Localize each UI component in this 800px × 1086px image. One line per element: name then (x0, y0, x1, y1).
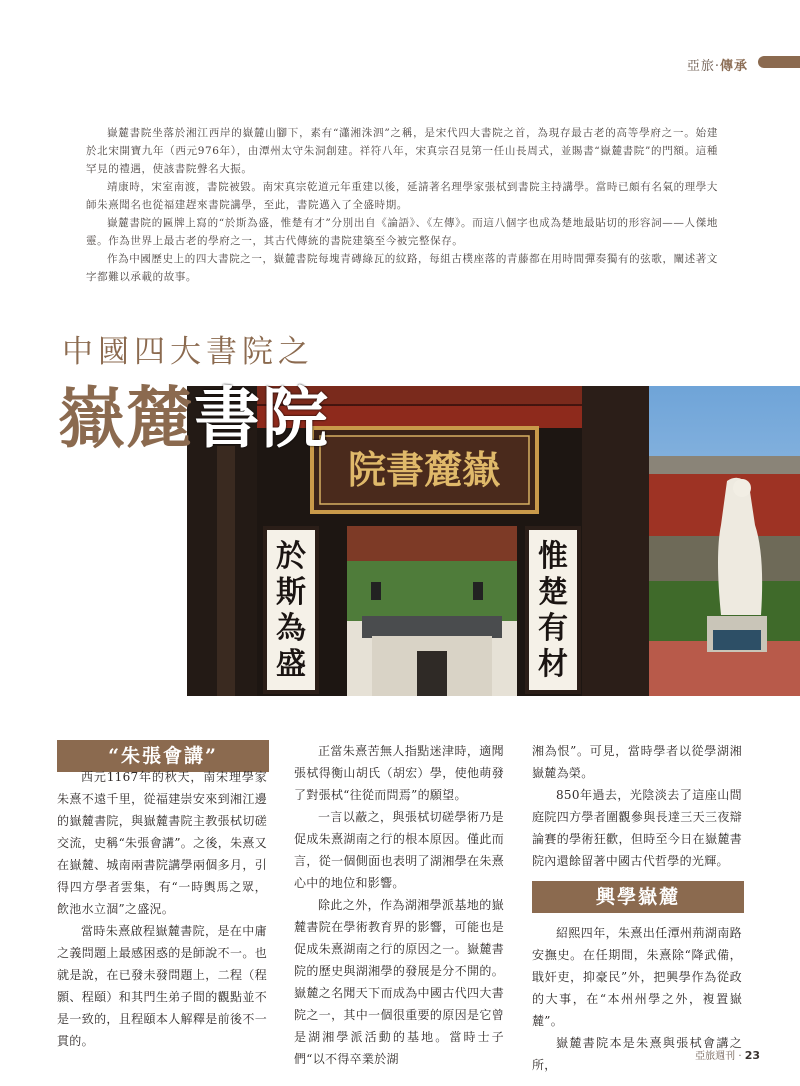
section-heading-xingxue: 興學嶽麓 (532, 881, 744, 913)
header-accent-bar (758, 56, 800, 68)
body-paragraph: 湘為恨”。可見，當時學者以從學湖湘嶽麓為榮。 (532, 744, 742, 780)
couplet-right-char: 楚 (538, 575, 568, 610)
couplet-left-char: 於 (276, 539, 306, 574)
intro-paragraph: 嶽麓書院坐落於湘江西岸的嶽麓山腳下，素有“瀟湘洙泗”之稱，是宋代四大書院之首，為現存最古老的高等學府之一。始建於北宋開寶九年（西元976年），由潭州太守朱洞創建。祥符八年，宋真宗召見第一任山長周式，並賜書“嶽麓書院”的門額。這種罕見的禮遇，使該書院聲名大振。 (86, 127, 718, 175)
section-subname: 傳承 (719, 59, 748, 74)
page-number: 23 (744, 1049, 760, 1062)
section-name: 亞旅 (686, 59, 715, 74)
couplet-right-char: 有 (538, 611, 568, 646)
column-2 (294, 740, 504, 1070)
page-footer (695, 1047, 760, 1062)
body-paragraph: 850年過去，光陰淡去了這座山間庭院四方學者圍觀參與長達三天三夜辯論賽的學術狂歡，但時至今日在嶽麓書院內還餘留著中國古代哲學的光輝。 (532, 788, 742, 868)
body-paragraph: 除此之外，作為湖湘學派基地的嶽麓書院在學術教育界的影響，可能也是促成朱熹湖南之行的原因之一。嶽麓書院的歷史與湖湘學的發展是分不開的。嶽麓之名聞天下而成為中國古代四大書院之一，其中一個很重要的原因是它曾是湖湘學派活動的基地。當時士子們“以不得卒業於湖 (294, 898, 504, 1066)
title-part-2: 書院 (194, 379, 330, 457)
section-header-label (687, 55, 748, 74)
plaque-text: 院書麓嶽 (347, 447, 501, 492)
intro-paragraph: 作為中國歷史上的四大書院之一，嶽麓書院每塊青磚綠瓦的紋路，每組古樸座落的青藤都在用時間彈奏獨有的弦歌，闡述著文字都難以承載的故事。 (86, 253, 718, 283)
intro-text (86, 124, 718, 286)
body-paragraph: 一言以蔽之，與張栻切磋學術乃是促成朱熹湖南之行的根本原因。僅此而言，從一個側面也表明了湖湘學在朱熹心中的地位和影響。 (294, 810, 504, 890)
column-1 (57, 766, 267, 1052)
body-paragraph: 當時朱熹啟程嶽麓書院，是在中庸之義問題上最感困惑的是師說不一。也就是說，在已發未發問題上，二程（程顥、程頤）和其門生弟子間的觀點並不是一致的，且程頤本人解釋是前後不一貫的。 (57, 924, 267, 1048)
body-paragraph: 嶽麓書院本是朱熹與張栻會講之所， (532, 1036, 742, 1072)
couplet-left-char: 為 (276, 611, 306, 646)
intro-paragraph: 嶽麓書院的匾牌上寫的“於斯為盛，惟楚有才”分別出自《論語》、《左傳》。而這八個字也成為楚地最貼切的形容詞——人傑地靈。作為世界上最古老的學府之一，其古代傳統的書院建築至今被完整保存。 (86, 217, 718, 247)
body-paragraph: 紹熙四年，朱熹出任潭州荊湖南路安撫史。在任期間，朱熹除“降武備，戢奸吏，抑豪民”外，把興學作為從政的大事，在“本州州學之外，複置嶽麓”。 (532, 926, 742, 1028)
article-title (58, 378, 330, 458)
article-subtitle: 中國四大書院之 (62, 334, 314, 370)
couplet-left-char: 斯 (276, 575, 306, 610)
couplet-left-char: 盛 (276, 647, 306, 682)
body-paragraph: 西元1167年的秋天，南宋理學家朱熹不遠千里，從福建崇安來到湘江邊的嶽麓書院，與嶽麓書院主教張栻切磋交流，史稱“朱張會講”。之後，朱熹又在嶽麓、城南兩書院講學兩個多月，引得四方學者雲集，有“一時輿馬之眾，飲池水立涸”之盛況。 (57, 770, 267, 916)
couplet-right-char: 材 (538, 647, 568, 682)
intro-paragraph: 靖康時，宋室南渡，書院被毀。南宋真宗乾道元年重建以後，延請著名理學家張栻到書院主持講學。當時已頗有名氣的理學大師朱熹聞名也從福建趕來書院講學，至此，書院邁入了全盛時期。 (86, 181, 718, 211)
section-heading-zhu-zhang: “朱張會講” (57, 740, 269, 772)
couplet-right-char: 惟 (538, 539, 568, 574)
body-paragraph: 正當朱熹苦無人指點迷津時，適聞張栻得衡山胡氏（胡宏）學，使他萌發了對張栻“往從而問焉”的願望。 (294, 744, 504, 802)
title-part-1: 嶽麓 (58, 379, 194, 457)
section-separator: · (714, 59, 720, 74)
magazine-name: 亞旅週刊 · (695, 1051, 745, 1062)
column-3 (532, 740, 742, 872)
